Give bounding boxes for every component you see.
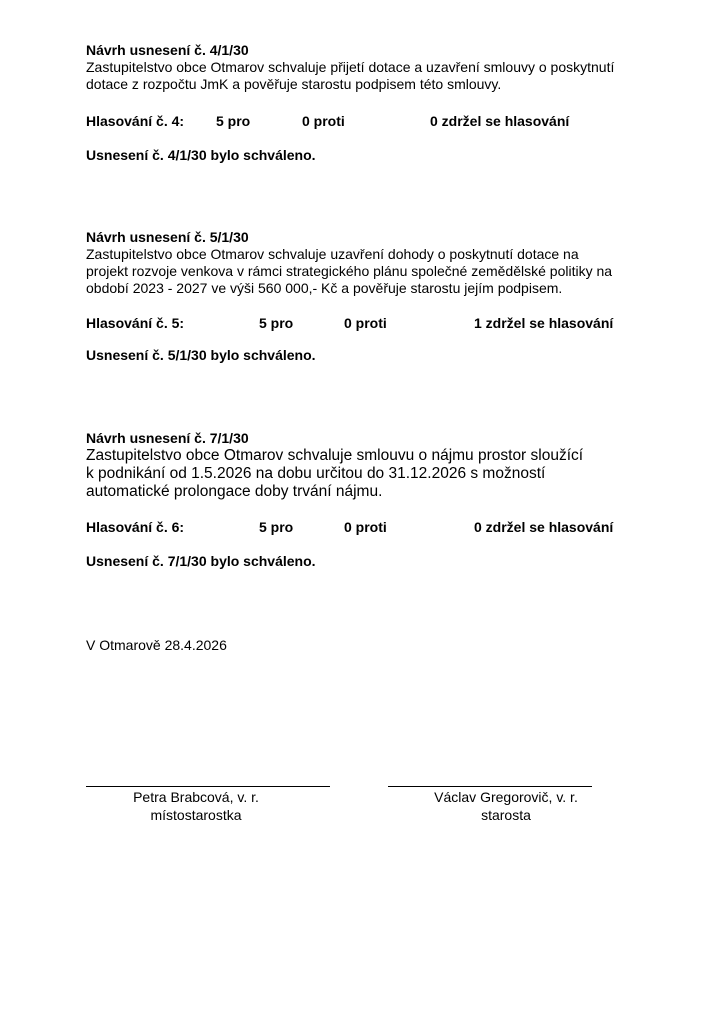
resolution-result: Usnesení č. 5/1/30 bylo schváleno. <box>86 347 316 363</box>
vote-label: Hlasování č. 4: <box>86 113 185 129</box>
vote-row-6 <box>86 518 646 536</box>
resolution-text-line: k podnikání od 1.5.2026 na dobu určitou do 31.12.2026 s možností <box>86 465 546 482</box>
resolution-text <box>86 246 646 297</box>
vote-abstain: 1 zdržel se hlasování <box>474 315 614 331</box>
signature-role-1: místostarostka <box>150 807 242 823</box>
vote-pro: 5 pro <box>216 113 251 129</box>
resolution-text <box>86 447 646 501</box>
vote-proti: 0 proti <box>344 519 387 535</box>
signature-line <box>86 786 330 787</box>
vote-pro: 5 pro <box>259 315 294 331</box>
resolution-text-line: dotace z rozpočtu JmK a pověřuje starostu podpisem této smlouvy. <box>86 76 502 92</box>
resolution-result: Usnesení č. 4/1/30 bylo schváleno. <box>86 147 316 163</box>
resolution-proposal-7 <box>86 430 646 501</box>
resolution-text-line: období 2023 - 2027 ve výši 560 000,- Kč a pověřuje starostu jejím podpisem. <box>86 280 563 296</box>
vote-pro: 5 pro <box>259 519 294 535</box>
vote-proti: 0 proti <box>344 315 387 331</box>
resolution-text-line: projekt rozvoje venkova v rámci strategického plánu společné zemědělské politiky na <box>86 263 613 279</box>
signature-name-1: Petra Brabcová, v. r. <box>133 789 259 805</box>
vote-proti: 0 proti <box>302 113 345 129</box>
vote-label: Hlasování č. 5: <box>86 315 185 331</box>
resolution-heading: Návrh usnesení č. 7/1/30 <box>86 430 249 446</box>
vote-row-4 <box>86 112 646 130</box>
resolution-text <box>86 59 646 93</box>
resolution-heading: Návrh usnesení č. 4/1/30 <box>86 42 249 58</box>
resolution-heading: Návrh usnesení č. 5/1/30 <box>86 229 249 245</box>
vote-label: Hlasování č. 6: <box>86 519 185 535</box>
resolution-text-line: Zastupitelstvo obce Otmarov schvaluje uzavření dohody o poskytnutí dotace na <box>86 246 579 262</box>
signature-role-2: starosta <box>481 807 531 823</box>
resolution-proposal-5 <box>86 229 646 297</box>
vote-abstain: 0 zdržel se hlasování <box>430 113 570 129</box>
vote-row-5 <box>86 314 646 332</box>
resolution-proposal-4 <box>86 42 646 93</box>
resolution-result: Usnesení č. 7/1/30 bylo schváleno. <box>86 553 316 569</box>
signature-line <box>388 786 592 787</box>
place-date: V Otmarově 28.4.2026 <box>86 637 227 653</box>
resolution-text-line: automatické prolongace doby trvání nájmu. <box>86 483 383 500</box>
vote-abstain: 0 zdržel se hlasování <box>474 519 614 535</box>
resolution-text-line: Zastupitelstvo obce Otmarov schvaluje smlouvu o nájmu prostor sloužící <box>86 447 584 464</box>
signature-name-2: Václav Gregorovič, v. r. <box>434 789 578 805</box>
resolution-text-line: Zastupitelstvo obce Otmarov schvaluje přijetí dotace a uzavření smlouvy o poskytnutí <box>86 59 615 75</box>
